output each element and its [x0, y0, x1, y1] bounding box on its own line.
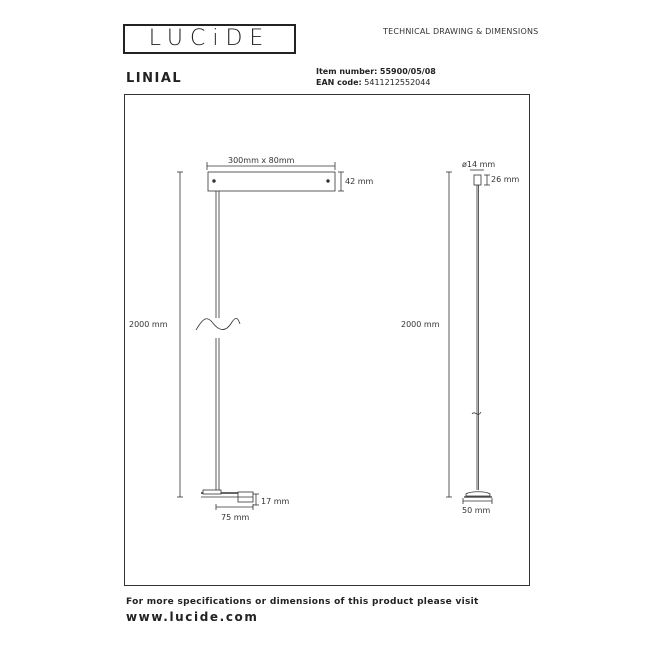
product-name: LINIAL: [126, 71, 183, 86]
front-break-symbol: [196, 318, 240, 330]
item-number-value: 55900/05/08: [379, 67, 436, 76]
front-canopy: [208, 172, 335, 191]
brand-logo: LUCiDE: [148, 26, 271, 51]
document-type: TECHNICAL DRAWING & DIMENSIONS: [383, 27, 539, 36]
item-number-label: Item number:: [316, 67, 378, 76]
side-canopy: [474, 175, 481, 185]
ean-value: 5411212552044: [364, 78, 431, 87]
side-total-height-label: 2000 mm: [401, 320, 440, 329]
side-top-height-label: 26 mm: [491, 175, 520, 184]
website-link[interactable]: www.lucide.com: [126, 610, 259, 624]
side-base: [466, 492, 490, 496]
side-top-diameter-label: ø14 mm: [462, 160, 496, 169]
front-top-width-label: 300mm x 80mm: [228, 156, 295, 165]
front-total-height-label: 2000 mm: [129, 320, 168, 329]
front-top-height-label: 42 mm: [345, 177, 374, 186]
front-foot-height-label: 17 mm: [261, 497, 290, 506]
front-foot-width-label: 75 mm: [221, 513, 250, 522]
side-foot-width-label: 50 mm: [462, 506, 491, 515]
footer-note: For more specifications or dimensions of this product please visit: [126, 597, 479, 607]
side-break-symbol: [472, 412, 481, 414]
ean-label: EAN code:: [316, 78, 362, 87]
